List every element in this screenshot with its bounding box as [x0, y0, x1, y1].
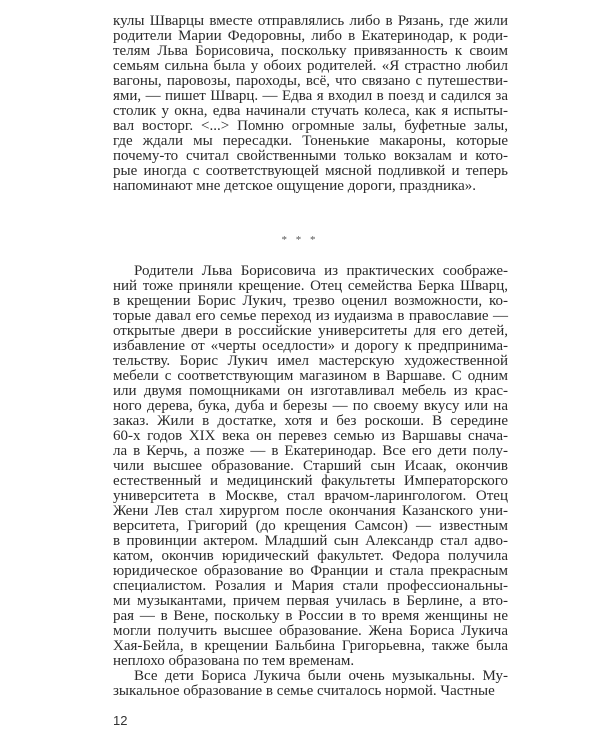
text-line: верситета, Григорий (до крещения Самсон) — известным [113, 518, 508, 534]
text-line: юридическое образование во Франции и стала прекрасным [113, 563, 508, 579]
text-line: торые давал его семье переход из иудаизма в православие — [113, 308, 508, 324]
text-line: 60-х годов XIX века он перевез семью из Варшавы снача- [113, 428, 508, 444]
text-line: Родители Льва Борисовича из практических соображе- [134, 263, 508, 279]
paragraph-family-history [113, 264, 508, 699]
text-line: ями, — пишет Шварц. — Едва я входил в поезд и садился за [113, 88, 508, 104]
text-line: ми музыкантами, причем первая училась в Берлине, а вто- [113, 593, 508, 609]
text-line: в провинции актером. Младший сын Александр стал адво- [113, 533, 508, 549]
text-line: Все дети Бориса Лукича были очень музыкальны. Му- [134, 668, 508, 684]
text-line: Жени Лев стал хирургом после окончания Казанского уни- [113, 503, 508, 519]
text-line: ний тоже приняли крещение. Отец семейства Берка Шварц, [113, 278, 508, 294]
text-line: рая — в Вене, поскольку в России в то время женщины не [113, 608, 508, 624]
text-line: Хая-Бейла, в крещении Бальбина Григорьевна, также была [113, 638, 508, 654]
text-line: тельству. Борис Лукич имел мастерскую художественной [113, 353, 508, 369]
text-line: могли получить высшее образование. Жена Бориса Лукича [113, 623, 508, 639]
text-line: семьям сильна была у обоих родителей. «Я страстно любил [113, 58, 508, 74]
text-line: рые иногда с соответствующей мясной подливкой и теперь [113, 163, 508, 179]
section-separator: * * * [281, 234, 319, 246]
text-line: специалистом. Розалия и Мария стали профессиональны- [113, 578, 508, 594]
text-line: кулы Шварцы вместе отправлялись либо в Рязань, где жили [113, 13, 508, 29]
text-line: зыкальное образование в семье считалось нормой. Частные [113, 683, 495, 699]
text-line: чили высшее образование. Старший сын Исаак, окончив [113, 458, 508, 474]
text-line: в крещении Борис Лукич, трезво оценил возможности, ко- [113, 293, 508, 309]
text-line: или двумя помощниками он изготавливал мебель из крас- [113, 383, 508, 399]
text-line: ного дерева, бука, дуба и березы — по своему вкусу или на [113, 398, 508, 414]
paragraph-travel-memories [113, 14, 508, 194]
text-line: открытые двери в российские университеты для его детей, [113, 323, 508, 339]
text-line: телям Льва Борисовича, поскольку привязанность к своим [113, 43, 508, 59]
text-line: катом, окончив юридический факультет. Федора получила [113, 548, 508, 564]
text-line: заказ. Жили в достатке, хотя и без роскоши. В середине [113, 413, 508, 429]
text-line: вал восторг. <...> Помню огромные залы, буфетные залы, [113, 118, 508, 134]
text-line: почему-то считал свойственными только вокзалам и кото- [113, 148, 508, 164]
text-line: избавление от «черты оседлости» и дорогу к предпринима- [113, 338, 508, 354]
text-line: родители Марии Федоровны, либо в Екатеринодар, к роди- [113, 28, 508, 44]
text-line: университета в Москве, стал врачом-ларингологом. Отец [113, 488, 508, 504]
text-line: вагоны, паровозы, пароходы, всё, что связано с путешестви- [113, 73, 508, 89]
text-line: где ждали мы пересадки. Тоненькие макароны, которые [113, 133, 508, 149]
text-line: напоминают мне детское ощущение дороги, праздника». [113, 178, 477, 194]
text-line: ла в Керчь, а позже — в Екатеринодар. Все его дети полу- [113, 443, 508, 459]
text-line: естественный и медицинский факультеты Императорского [113, 473, 508, 489]
text-line: мебели с соответствующим магазином в Варшаве. С одним [113, 368, 508, 384]
page-number: 12 [113, 713, 128, 728]
text-line: столик у окна, едва начинали стучать колеса, как я испыты- [113, 103, 508, 119]
text-line: неплохо образована по тем временам. [113, 653, 355, 669]
